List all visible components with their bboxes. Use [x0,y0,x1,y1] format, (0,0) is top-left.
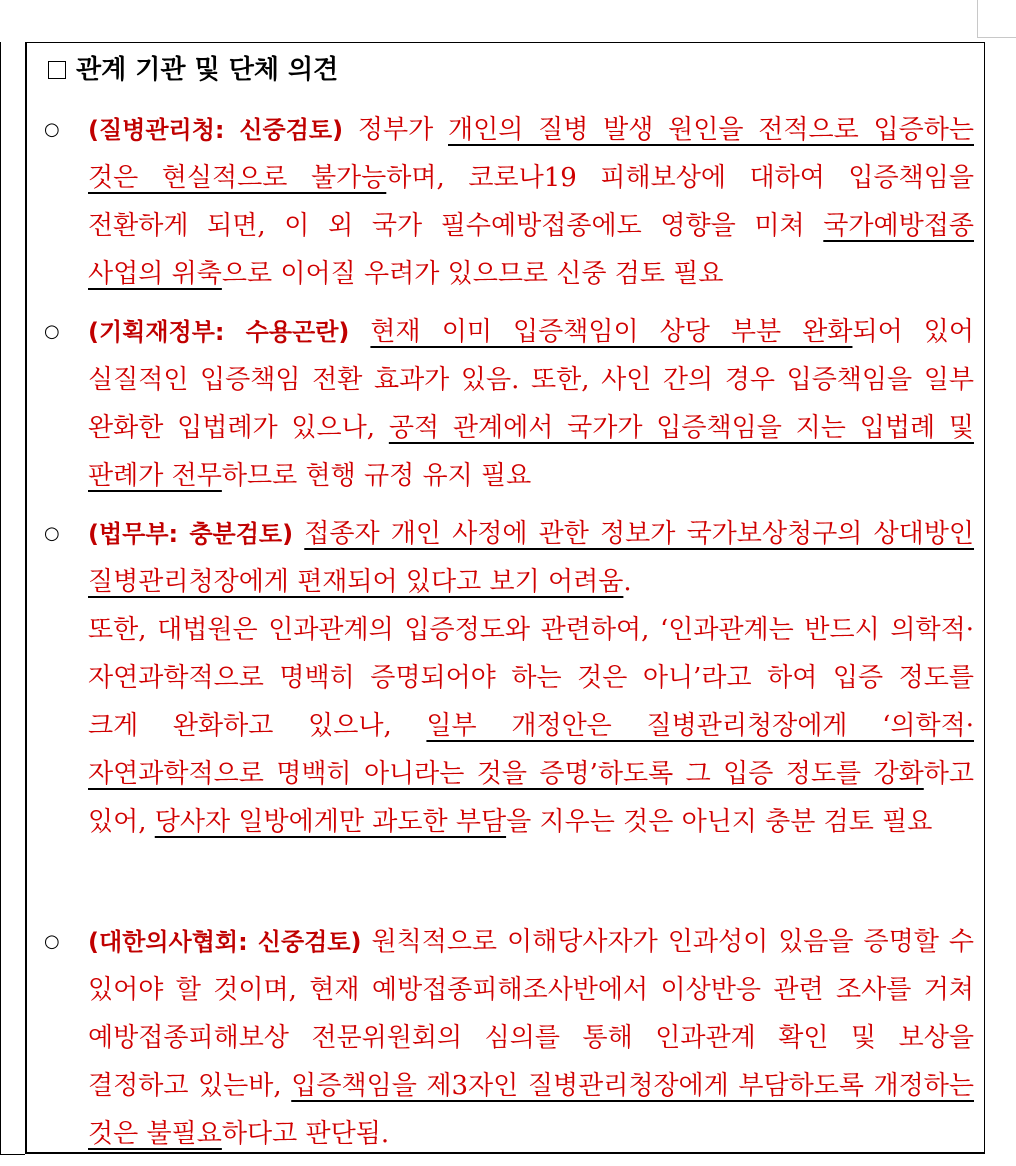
underlined-text: 일부 개정안은 질병관리청장에게 ‘의학적·자연과학적으로 명백히 아니라는 것을 증명’하도록 그 입증 정도를 강화 [88,711,974,789]
opinion-text: 정부가 [343,115,448,145]
opinion-text: 하므로 현행 규정 유지 필요 [221,461,532,491]
checkbox-square-icon [48,61,66,79]
section-title-text: 관계 기관 및 단체 의견 [76,55,339,85]
circle-bullet-icon: ○ [44,119,60,140]
opinion-text: 으로 이어질 우려가 있으므로 신중 검토 필요 [221,259,724,289]
circle-bullet-icon: ○ [44,523,60,544]
underlined-text: 입증책임을 제3자인 질병관리청장에게 부담하도록 개정하는 것은 불필요 [88,1071,974,1149]
opinion-paragraph-2 [88,606,974,846]
opinion-content [88,308,974,500]
opinion-text: 을 지우는 것은 아닌지 충분 검토 필요 [506,807,933,837]
agency-label: (대한의사협회: 신중검토) [88,928,362,956]
opinion-content [88,106,974,298]
opinion-item-moj [44,510,974,846]
opinion-item-kdca [44,106,974,298]
opinion-text: 하다고 판단됨. [221,1119,390,1149]
circle-bullet-icon: ○ [44,321,60,342]
opinion-content [88,510,974,846]
agency-label: (법무부: 충분검토) [88,520,294,548]
agency-label: (질병관리청: 신중검토) [88,116,344,144]
page-corner-mark-horizontal [977,37,1016,38]
opinion-text [349,317,370,347]
agency-label: (기획재정부: 수용곤란) [88,318,350,346]
section-heading [48,50,338,90]
underlined-text: 당사자 일방에게만 과도한 부담 [154,807,507,837]
underlined-text: 공적 관계에서 국가가 입증책임을 지는 입법례 및 판례가 전무 [88,413,974,491]
page-corner-mark-vertical [977,0,978,37]
underlined-text: 개인의 질병 발생 원인을 전적으로 입증하는 것은 현실적으로 불가능 [88,115,974,193]
outer-table-left-border [0,42,1,1155]
opinion-text: 하고 있어, [88,759,974,837]
opinion-text: 또한, 대법원은 인과관계의 입증정도와 관련하여, ‘인과관계는 반드시 의학적·자연과학적으로 명백히 증명되어야 하는 것은 아니’라고 하여 입증 정도를 크게 완화하고 있으나, [88,615,974,741]
underlined-text: 접종자 개인 사정에 관한 정보가 국가보상청구의 상대방인 질병관리청장에게 편재되어 있다고 보기 어려움 [88,519,975,597]
opinion-text: . [623,567,632,597]
underlined-text: 국가예방접종 사업의 위축 [88,211,974,289]
opinion-item-kma [44,918,974,1158]
opinion-item-moef [44,308,974,500]
opinion-text [293,519,304,549]
opinion-text: 원칙적으로 이해당사자가 인과성이 있음을 증명할 수 있어야 할 것이며, 현재 예방접종피해조사반에서 이상반응 관련 조사를 거쳐 예방접종피해보상 전문위원회의 심의를 통해 인과관계 확인 및 보상을 결정하고 있는바, [88,927,975,1101]
outer-table-bottom-border [0,1154,25,1155]
underlined-text: 현재 이미 입증책임이 상당 부분 완화 [370,317,853,347]
opinion-content [88,918,974,1158]
circle-bullet-icon: ○ [44,931,60,952]
opinion-text: 하며, 코로나19 피해보상에 대하여 입증책임을 전환하게 되면, 이 외 국가 필수예방접종에도 영향을 미쳐 [88,163,974,241]
opinion-text: 되어 있어 실질적인 입증책임 전환 효과가 있음. 또한, 사인 간의 경우 입증책임을 일부 완화한 입법례가 있으나, [88,317,974,443]
